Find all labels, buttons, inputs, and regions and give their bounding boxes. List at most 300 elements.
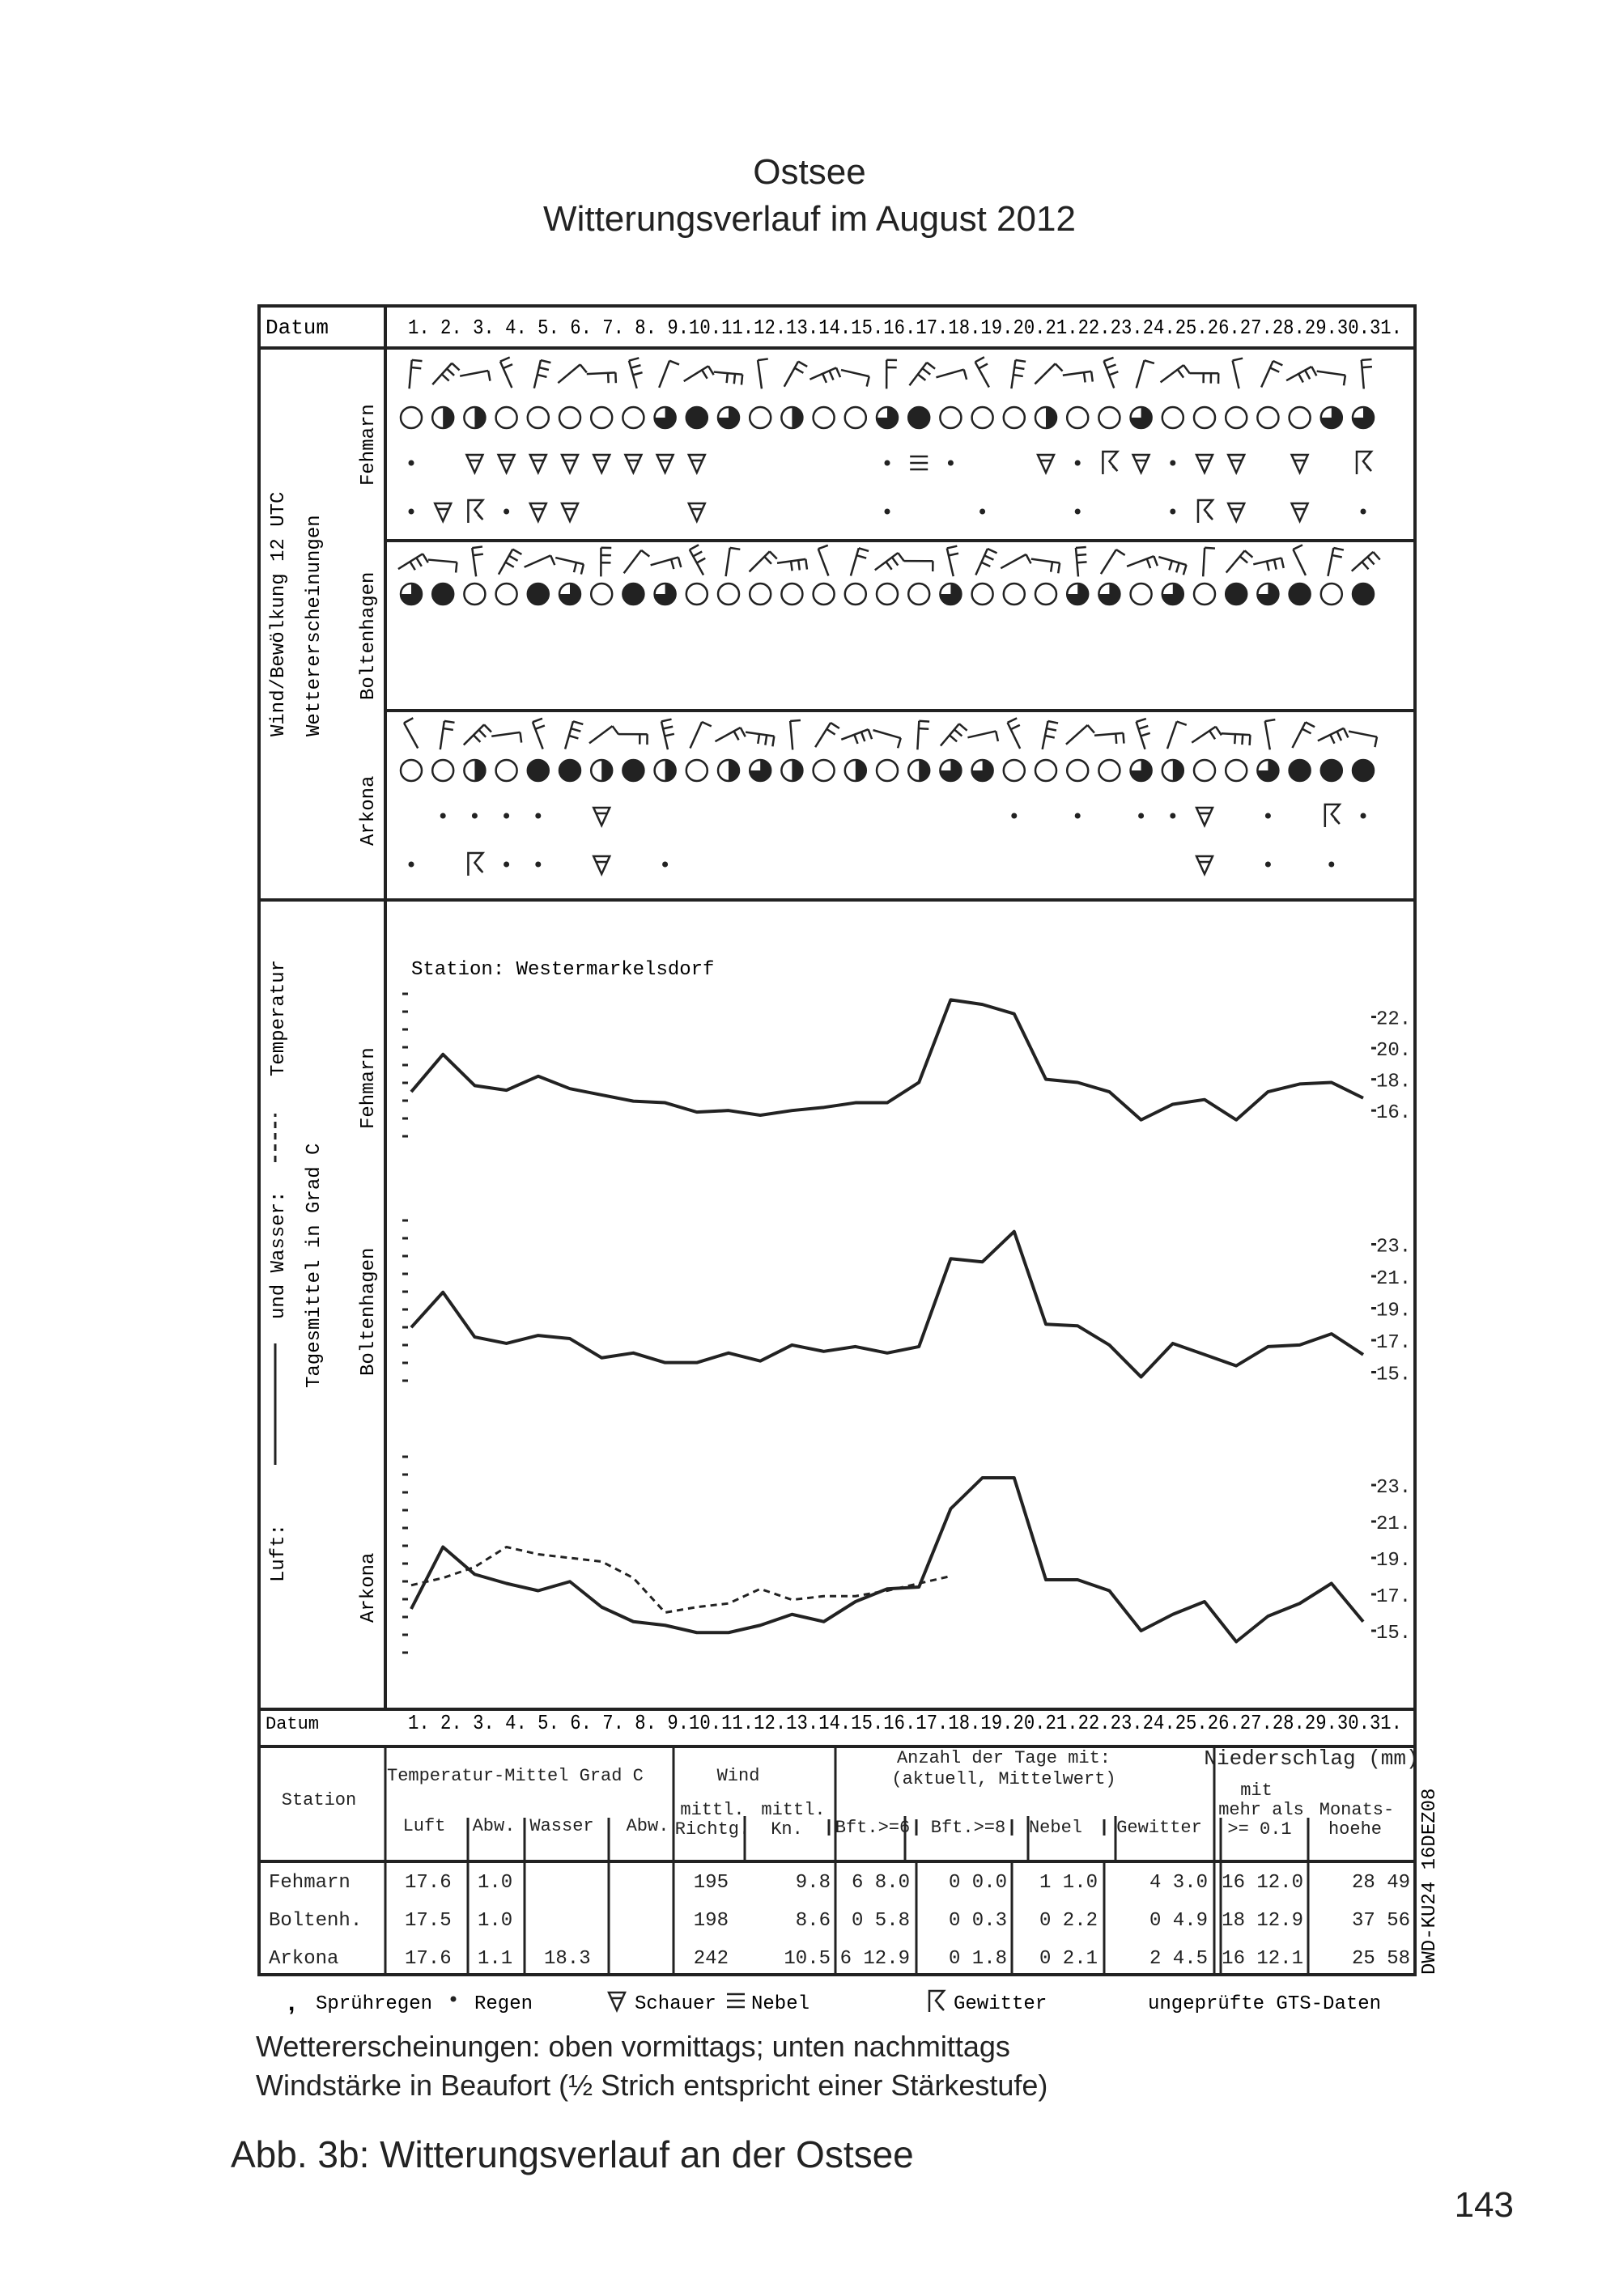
cloud-cover-symbol	[972, 407, 993, 428]
legend-fog: Nebel	[751, 1993, 810, 2015]
table-cell-luft: 17.5	[405, 1910, 452, 1932]
rain-symbol	[504, 509, 509, 515]
page-subtitle: Witterungsverlauf im August 2012	[543, 199, 1076, 239]
table-header-wind: Wind	[716, 1766, 760, 1786]
rain-symbol	[1328, 862, 1334, 868]
wind-barb	[1063, 359, 1097, 393]
wind-barb	[873, 355, 907, 389]
column-header: mit	[1240, 1780, 1273, 1801]
cloud-cover-symbol	[1321, 584, 1342, 605]
tick-label: 23.	[1376, 1236, 1412, 1258]
cloud-cover-symbol	[781, 584, 802, 605]
fog-symbol	[727, 1994, 745, 2007]
wind-barb	[558, 361, 588, 388]
wind-barb	[810, 359, 843, 392]
tick-label: 15.	[1376, 1364, 1412, 1386]
cloud-cover-symbol	[1067, 584, 1088, 605]
table-cell-thunderstorm: 2 4.5	[1149, 1948, 1208, 1970]
wind-barb	[618, 354, 652, 388]
air-temperature-line	[411, 1232, 1363, 1377]
cloud-cover-symbol	[1226, 760, 1247, 781]
wind-barb	[1318, 720, 1351, 752]
shower-symbol	[593, 455, 610, 473]
tick-label: 22.	[1376, 1008, 1412, 1031]
station-label-arkona-top: Arkona	[358, 775, 380, 846]
thunder-symbol	[1325, 804, 1340, 827]
shower-symbol	[1196, 808, 1213, 825]
wind-barb	[1288, 720, 1318, 748]
column-header: Bft.>=8	[930, 1818, 1006, 1838]
rain-symbol	[1138, 813, 1144, 819]
wind-barb	[941, 724, 967, 747]
rain-symbol	[1170, 460, 1175, 466]
wind-barb	[1126, 715, 1159, 749]
wind-barb	[587, 359, 621, 394]
wind-barb	[397, 355, 431, 388]
cloud-cover-symbol	[623, 584, 644, 605]
wind-barb	[428, 547, 461, 581]
page-title: Ostsee	[753, 152, 866, 192]
temperature-panel-boltenhagen	[402, 1220, 1411, 1386]
tick-label: 19.	[1376, 1300, 1412, 1322]
cloud-cover-symbol	[814, 407, 835, 428]
legend-wasser-label: und Wasser:	[268, 1190, 290, 1319]
wind-barb	[685, 720, 716, 749]
cloud-cover-symbol	[1194, 584, 1215, 605]
drizzle-symbol: ,	[288, 1989, 295, 2016]
wind-barb	[651, 547, 685, 580]
column-header: mittl.	[680, 1800, 745, 1820]
cloud-cover-symbol	[1131, 760, 1152, 781]
thunderstorm-symbol	[929, 1991, 944, 2012]
table-header-days: Anzahl der Tage mit:	[896, 1748, 1111, 1768]
cloud-cover-symbol	[1257, 407, 1278, 428]
daily-mean-label: Tagesmittel in Grad C	[304, 1143, 325, 1388]
wind-barb	[491, 720, 525, 754]
cloud-cover-symbol	[559, 407, 580, 428]
shower-symbol	[499, 455, 515, 473]
wind-barb	[813, 722, 841, 747]
cloud-cover-symbol	[1290, 407, 1311, 428]
cloud-cover-symbol	[432, 584, 453, 605]
cloud-cover-symbol	[1194, 407, 1215, 428]
wind-barb	[464, 723, 492, 749]
rain-symbol	[535, 862, 541, 868]
shower-symbol	[435, 503, 451, 521]
legend-unchecked-data: ungeprüfte GTS-Daten	[1148, 1993, 1382, 2015]
column-header: Monats-	[1319, 1800, 1395, 1820]
cloud-cover-symbol	[1004, 584, 1025, 605]
cloud-cover-symbol	[718, 584, 739, 605]
wind-barb	[1192, 721, 1223, 751]
thunder-symbol	[468, 853, 482, 876]
legend-temperatur-label: Temperatur	[268, 959, 290, 1076]
shower-symbol	[625, 455, 641, 473]
table-cell-luft: 17.6	[405, 1948, 452, 1970]
cloud-cover-symbol	[1004, 760, 1025, 781]
column-header: Kn.	[771, 1819, 803, 1840]
days-row-bottom: 1. 2. 3. 4. 5. 6. 7. 8. 9.10.11.12.13.14.15.16.17.18.19.20.21.22.23.24.25.26.27.28.29.30.31.	[408, 1711, 1402, 1735]
symbol-legend	[288, 1989, 1381, 2016]
table-cell-speed: 9.8	[795, 1872, 831, 1894]
tick-label: 20.	[1376, 1040, 1412, 1063]
rain-symbol	[1361, 813, 1366, 819]
cloud-cover-symbol	[432, 760, 453, 781]
dataset-code: DWD-KU24 16DEZ08	[1419, 1788, 1441, 1975]
shower-symbol	[466, 455, 482, 473]
cloud-cover-symbol	[591, 760, 612, 781]
cloud-cover-symbol	[1098, 584, 1120, 605]
cloud-cover-symbol	[623, 407, 644, 428]
tick-label: 21.	[1376, 1268, 1412, 1290]
cloud-cover-symbol	[1131, 407, 1152, 428]
cloud-cover-symbol	[1162, 760, 1183, 781]
wind-barb	[1035, 362, 1063, 388]
cloud-cover-symbol	[940, 407, 961, 428]
wind-barb	[652, 359, 684, 388]
column-header: Gewitter	[1116, 1818, 1202, 1838]
weather-phenomena-symbols	[409, 452, 1372, 876]
wind-barb	[1349, 721, 1380, 754]
wind-barb	[398, 548, 431, 578]
table-header-temperature: Temperatur-Mittel Grad C	[387, 1766, 644, 1786]
wind-barb	[777, 547, 811, 581]
wind-barb	[967, 720, 1001, 754]
table-cell-direction: 242	[693, 1948, 729, 1970]
temperature-plots	[402, 994, 1411, 1653]
temperature-panel-fehmarn	[402, 994, 1411, 1136]
page-number: 143	[1454, 2185, 1514, 2225]
rain-symbol	[409, 509, 414, 515]
cloud-cover-symbol	[814, 760, 835, 781]
thunder-symbol	[468, 500, 482, 523]
thunder-symbol	[1198, 500, 1213, 523]
thunder-symbol	[1357, 452, 1371, 474]
cloud-cover-symbol	[496, 760, 517, 781]
table-cell-precip-days: 18 12.9	[1222, 1910, 1303, 1932]
wind-barb	[1160, 719, 1192, 749]
station-label-fehmarn-bottom: Fehmarn	[358, 1047, 380, 1129]
shower-symbol	[562, 503, 578, 521]
wind-barb	[524, 715, 556, 749]
cloud-cover-symbol	[591, 407, 612, 428]
cloud-cover-symbol	[464, 760, 485, 781]
wind-barb	[968, 354, 999, 387]
wind-barb	[1253, 547, 1287, 581]
column-header: Luft	[402, 1816, 446, 1836]
wind-barb	[492, 354, 525, 388]
wind-barb	[1000, 715, 1031, 749]
wind-barb	[1352, 549, 1381, 575]
shower-symbol	[609, 1993, 625, 2010]
table-cell-wasser: 18.3	[544, 1948, 591, 1970]
legend-shower: Schauer	[635, 1993, 716, 2015]
table-cell-precip-days: 16 12.1	[1222, 1948, 1303, 1970]
wind-barb	[623, 550, 649, 574]
rain-symbol	[1011, 813, 1017, 819]
cloud-cover-symbol	[1290, 760, 1311, 781]
wind-barb	[1128, 358, 1160, 388]
tick-label: 17.	[1376, 1332, 1412, 1354]
wind-barb	[909, 363, 935, 386]
wind-barb	[1285, 542, 1317, 575]
wind-barb	[715, 720, 747, 751]
rain-symbol	[409, 460, 414, 466]
wind-barb	[750, 550, 778, 575]
shower-symbol	[689, 503, 705, 521]
cloud-cover-symbol	[496, 584, 517, 605]
wind-barb	[1094, 720, 1128, 754]
column-header: mittl.	[761, 1800, 826, 1820]
cloud-cover-symbol	[1226, 584, 1247, 605]
tick-label: 19.	[1376, 1550, 1412, 1572]
cloud-cover-symbol	[750, 584, 771, 605]
cloud-cover-symbol	[686, 584, 708, 605]
wind-barb	[936, 359, 970, 393]
station-westermarkelsdorf-label: Station: Westermarkelsdorf	[411, 959, 715, 981]
wind-barb	[1066, 722, 1095, 749]
rain-symbol	[504, 862, 509, 868]
rain-symbol	[662, 862, 668, 868]
table-cell-abw: 1.0	[478, 1872, 513, 1894]
wind-barb	[460, 542, 494, 576]
table-cell-precip-total: 28 49	[1351, 1872, 1410, 1894]
cloud-cover-symbol	[1098, 760, 1120, 781]
tick-label: 23.	[1376, 1477, 1412, 1499]
air-temperature-line	[411, 999, 1363, 1119]
table-cell-bft6: 6 8.0	[851, 1872, 910, 1894]
rain-symbol	[1075, 460, 1081, 466]
note-wind-force: Windstärke in Beaufort (½ Strich entspricht einer Stärkestufe)	[256, 2069, 1048, 2102]
table-cell-thunderstorm: 0 4.9	[1149, 1910, 1208, 1932]
cloud-cover-symbol	[1035, 584, 1056, 605]
rain-symbol	[948, 460, 954, 466]
wind-barb	[1094, 354, 1127, 388]
cloud-cover-symbol	[496, 407, 517, 428]
wind-barb	[1253, 715, 1287, 750]
cloud-cover-symbol	[655, 584, 676, 605]
cloud-cover-symbol	[1290, 584, 1311, 605]
cloud-cover-symbol	[686, 760, 708, 781]
wind-barb	[842, 545, 874, 576]
cloud-cover-symbol	[591, 584, 612, 605]
cloud-cover-symbol	[877, 760, 898, 781]
wind-barb	[589, 721, 620, 749]
wind-barb	[1161, 360, 1192, 388]
cloud-cover-symbol	[464, 407, 485, 428]
wind-barb	[777, 715, 811, 749]
wind-barb	[525, 357, 558, 388]
rain-symbol	[1075, 813, 1081, 819]
datum-label: Datum	[266, 316, 329, 340]
column-header: hoehe	[1328, 1819, 1383, 1840]
legend-luft-label: Luft:	[268, 1523, 290, 1582]
cloud-cover-symbol	[464, 584, 485, 605]
table-cell-bft8: 0 1.8	[948, 1948, 1007, 1970]
rain-symbol	[409, 862, 414, 868]
shower-symbol	[530, 503, 546, 521]
wind-barb	[1349, 354, 1383, 388]
wind-barb	[1158, 549, 1189, 581]
cloud-cover-symbol	[1004, 407, 1025, 428]
cloud-cover-symbol	[1131, 584, 1152, 605]
table-cell-precip-total: 37 56	[1351, 1910, 1410, 1932]
tick-label: 18.	[1376, 1071, 1412, 1093]
cloud-cover-symbol	[1226, 407, 1247, 428]
rain-symbol	[1265, 813, 1271, 819]
wind-barb	[460, 359, 495, 393]
wind-barb	[495, 548, 525, 575]
wind-barb	[432, 362, 460, 386]
cloud-cover-symbol	[845, 760, 866, 781]
cloud-cover-symbol	[845, 584, 866, 605]
column-header: Nebel	[1028, 1818, 1083, 1838]
cloud-cover-symbol	[972, 584, 993, 605]
shower-symbol	[593, 808, 610, 825]
wind-barb	[1256, 359, 1286, 388]
table-cell-direction: 195	[693, 1872, 729, 1894]
legend-drizzle: Sprühregen	[316, 1993, 433, 2015]
cloud-cover-symbol	[814, 584, 835, 605]
table-cell-luft: 17.6	[405, 1872, 452, 1894]
wind-barb	[1222, 354, 1256, 388]
cloud-cover-symbol	[718, 407, 739, 428]
wind-barb	[746, 354, 780, 388]
table-row-station: Fehmarn	[269, 1872, 351, 1894]
cloud-cover-symbol	[528, 760, 549, 781]
wind-barb	[397, 715, 427, 748]
cloud-cover-symbol	[1194, 760, 1215, 781]
cloud-cover-symbol	[1321, 407, 1342, 428]
column-header: mehr als	[1218, 1800, 1304, 1820]
tick-label: 15.	[1376, 1623, 1412, 1645]
table-cell-speed: 10.5	[784, 1948, 831, 1970]
cloud-cover-symbol	[1353, 407, 1374, 428]
shower-symbol	[593, 856, 610, 874]
cloud-cover-symbol	[750, 760, 771, 781]
figure-caption: Abb. 3b: Witterungsverlauf an der Ostsee	[231, 2133, 914, 2175]
cloud-cover-symbol	[528, 584, 549, 605]
wind-barb	[1190, 359, 1224, 393]
wind-barb	[682, 542, 713, 575]
wind-barb	[587, 543, 621, 577]
table-cell-fog: 1 1.0	[1039, 1872, 1098, 1894]
cloud-cover-symbol	[559, 760, 580, 781]
shower-symbol	[1196, 455, 1213, 473]
station-label-boltenhagen-top: Boltenhagen	[358, 571, 380, 700]
wind-barb	[1190, 543, 1224, 576]
rain-symbol	[440, 813, 446, 819]
rain-symbol	[1170, 813, 1175, 819]
cloud-cover-symbol	[432, 407, 453, 428]
cloud-cover-symbol	[1098, 407, 1120, 428]
fog-symbol	[910, 456, 928, 469]
table-cell-precip-total: 25 58	[1351, 1948, 1410, 1970]
cloud-cover-symbol	[908, 584, 929, 605]
table-cell-bft6: 0 5.8	[851, 1910, 910, 1932]
cloud-cover-symbol	[877, 407, 898, 428]
wind-barb	[875, 548, 906, 576]
cloud-cover-symbol	[908, 760, 929, 781]
cloud-cover-symbol	[972, 760, 993, 781]
wind-barb	[1098, 549, 1127, 574]
shower-symbol	[1292, 455, 1308, 473]
rain-symbol	[885, 509, 890, 515]
station-label-fehmarn-top: Fehmarn	[358, 404, 380, 486]
cloud-cover-symbol	[401, 407, 422, 428]
table-cell-bft8: 0 0.0	[948, 1872, 1007, 1894]
cloud-cover-symbol	[1257, 760, 1278, 781]
cloud-cover-symbol	[686, 407, 708, 428]
days-row: 1. 2. 3. 4. 5. 6. 7. 8. 9.10.11.12.13.14.15.16.17.18.19.20.21.22.23.24.25.26.27.28.29.30.31.	[408, 316, 1402, 340]
table-cell-abw: 1.0	[478, 1910, 513, 1932]
wind-barb	[555, 548, 587, 581]
cloud-cover-symbol	[655, 760, 676, 781]
wind-barb	[525, 547, 558, 579]
wind-barb	[1317, 360, 1349, 394]
table-cell-abw: 1.1	[478, 1948, 513, 1970]
wind-barb	[1226, 550, 1253, 574]
shower-symbol	[689, 455, 705, 473]
cloud-cover-symbol	[908, 407, 929, 428]
column-header: Wasser	[529, 1816, 594, 1836]
cloud-cover-symbol	[781, 407, 802, 428]
rain-symbol	[1361, 509, 1366, 515]
cloud-cover-symbol	[781, 760, 802, 781]
table-row-station: Arkona	[269, 1948, 339, 1970]
cloud-cover-symbol	[1162, 584, 1183, 605]
rain-symbol	[1075, 509, 1081, 515]
legend-thunderstorm: Gewitter	[954, 1993, 1047, 2015]
table-header-precipitation: Niederschlag (mm)	[1204, 1746, 1419, 1771]
air-temperature-line	[411, 1478, 1363, 1642]
wind-barb	[841, 720, 875, 753]
shower-symbol	[1228, 503, 1244, 521]
cloud-cover-symbol	[1162, 407, 1183, 428]
wind-barb	[873, 722, 904, 754]
table-cell-direction: 198	[693, 1910, 729, 1932]
tick-label: 16.	[1376, 1102, 1412, 1125]
table-cell-precip-days: 16 12.0	[1222, 1872, 1303, 1894]
wind-barb	[715, 544, 749, 576]
cloud-cover-symbol	[623, 760, 644, 781]
wind-barb	[904, 716, 938, 749]
wind-barb	[1063, 542, 1097, 576]
wind-barb	[1286, 359, 1319, 390]
table-cell-fog: 0 2.1	[1039, 1948, 1098, 1970]
weather-phenomena-label: Wettererscheinungen	[304, 515, 325, 736]
wind-barb	[618, 720, 652, 754]
rain-symbol	[504, 813, 509, 819]
thunder-symbol	[1103, 452, 1117, 474]
shower-symbol	[657, 455, 674, 473]
wind-barb	[684, 360, 716, 390]
station-label-boltenhagen-bottom: Boltenhagen	[358, 1247, 380, 1376]
temperature-panel-arkona	[402, 1457, 1411, 1653]
wind-barb	[650, 715, 684, 749]
wind-barb	[1000, 356, 1034, 388]
wind-barb	[1031, 548, 1064, 582]
table-row-station: Boltenh.	[269, 1910, 363, 1932]
wind-barb	[557, 719, 589, 749]
rain-symbol	[451, 1997, 457, 2002]
shower-symbol	[1133, 455, 1149, 473]
cloud-cover-symbol	[528, 407, 549, 428]
table-cell-bft8: 0 0.3	[948, 1910, 1007, 1932]
note-weather-phenomena: Wettererscheinungen: oben vormittags; unten nachmittags	[256, 2030, 1010, 2063]
shower-symbol	[1196, 856, 1213, 874]
column-header: Richtg.	[674, 1819, 750, 1840]
